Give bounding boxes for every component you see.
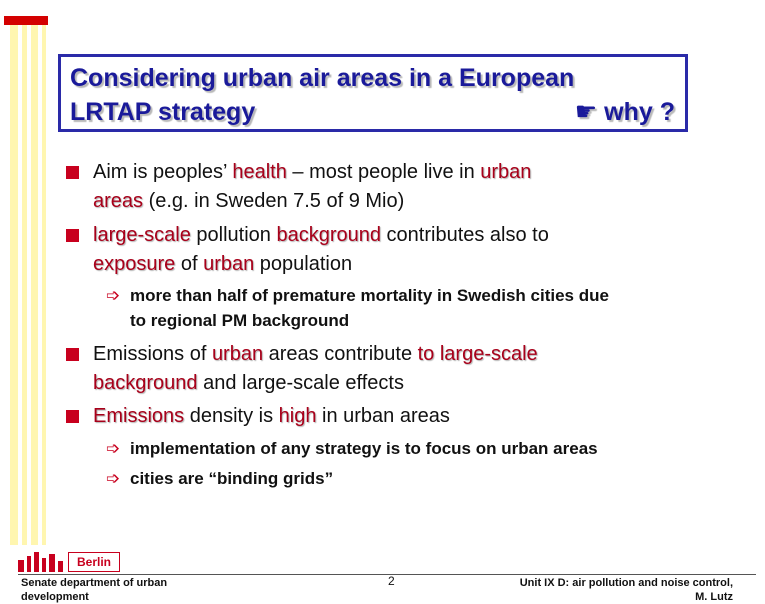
bullet-2-line-2 bbox=[93, 252, 352, 276]
arrow-bullet-icon: ➩ bbox=[106, 439, 121, 458]
arrow-bullet-icon: ➩ bbox=[106, 286, 121, 305]
arrow-bullet-icon: ➩ bbox=[106, 469, 121, 488]
bullet-3-line-1 bbox=[93, 342, 538, 366]
pointing-hand-icon: ☛ bbox=[574, 98, 598, 126]
bullet-2-line-1 bbox=[93, 223, 549, 247]
why-text: why ? bbox=[604, 98, 675, 126]
berlin-logo-bars-icon bbox=[18, 552, 66, 572]
highlighted-term: Emissions bbox=[93, 405, 185, 427]
highlighted-term: background bbox=[276, 224, 381, 246]
title-line-2: LRTAP strategy bbox=[70, 98, 256, 126]
text-segment: in urban areas bbox=[316, 405, 450, 427]
footer-unit-line-1: Unit IX D: air pollution and noise control, bbox=[519, 577, 733, 589]
highlighted-term: exposure bbox=[93, 253, 176, 275]
title-box bbox=[58, 54, 688, 132]
subpoint-2: implementation of any strategy is to focus on urban areas bbox=[130, 439, 598, 458]
decorative-stripes bbox=[0, 0, 56, 545]
bullet-1-line-2 bbox=[93, 189, 404, 213]
text-segment: pollution bbox=[190, 224, 277, 246]
text-segment: areas contribute bbox=[263, 343, 418, 365]
subpoint-3: cities are “binding grids” bbox=[130, 469, 334, 488]
highlighted-term: large-scale bbox=[93, 224, 191, 246]
text-segment: and large-scale effects bbox=[197, 372, 404, 394]
highlighted-term: to large-scale bbox=[417, 343, 538, 365]
footer-department-line-2: development bbox=[21, 591, 89, 603]
text-segment: contributes also to bbox=[380, 224, 549, 246]
highlighted-term: urban bbox=[203, 253, 255, 275]
bullet-3-line-2 bbox=[93, 371, 404, 395]
berlin-logo-text: Berlin bbox=[68, 552, 120, 572]
text-segment: density is bbox=[184, 405, 279, 427]
red-accent-bar bbox=[4, 16, 48, 25]
subpoint-1-line-2: to regional PM background bbox=[130, 311, 350, 330]
page-number: 2 bbox=[388, 574, 395, 588]
footer-unit-line-2: M. Lutz bbox=[695, 591, 733, 603]
bullet-square-icon bbox=[66, 348, 79, 361]
highlighted-term: urban bbox=[480, 161, 532, 183]
highlighted-term: urban bbox=[211, 343, 264, 365]
text-segment: Aim is peoples’ bbox=[93, 161, 233, 183]
bullet-square-icon bbox=[66, 166, 79, 179]
subpoint-1-line-1: more than half of premature mortality in Swedish cities due bbox=[130, 286, 609, 305]
highlighted-term: health bbox=[232, 161, 287, 183]
text-segment: Emissions of bbox=[93, 343, 212, 365]
highlighted-term: background bbox=[93, 372, 198, 394]
text-segment: of bbox=[175, 253, 204, 275]
text-segment: (e.g. in Sweden 7.5 of 9 Mio) bbox=[143, 190, 405, 212]
bullet-square-icon bbox=[66, 410, 79, 423]
footer-divider bbox=[18, 574, 756, 575]
highlighted-term: areas bbox=[93, 190, 144, 212]
bullet-square-icon bbox=[66, 229, 79, 242]
footer-department-line-1: Senate department of urban bbox=[21, 577, 168, 589]
text-segment: population bbox=[254, 253, 353, 275]
text-segment: – most people live in bbox=[286, 161, 481, 183]
title-why bbox=[575, 97, 675, 127]
bullet-4-line-1 bbox=[93, 404, 450, 428]
highlighted-term: high bbox=[278, 405, 317, 427]
title-line-1: Considering urban air areas in a European bbox=[70, 64, 575, 92]
bullet-1-line-1 bbox=[93, 160, 531, 184]
